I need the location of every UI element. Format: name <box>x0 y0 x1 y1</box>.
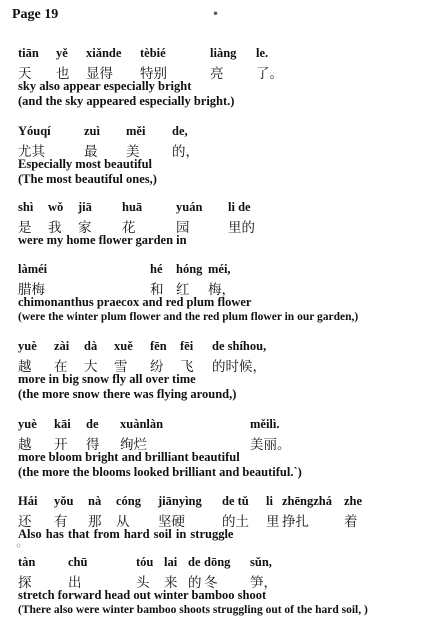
pinyin-word: tiān <box>18 46 39 60</box>
pinyin-word: yǒu <box>54 494 74 508</box>
stanza <box>18 494 423 542</box>
pinyin-word: yuè <box>18 417 37 431</box>
hanzi-word: 的土 <box>222 514 249 530</box>
pinyin-word: xuànlàn <box>120 417 164 431</box>
hanzi-word: 得 <box>86 437 100 453</box>
pinyin-word: de, <box>172 124 188 138</box>
hanzi-word: 飞 <box>180 359 194 375</box>
pinyin-word: tàn <box>18 555 36 569</box>
pinyin-word: tóu <box>136 555 154 569</box>
pinyin-word: zài <box>54 339 70 353</box>
pinyin-row <box>18 417 423 433</box>
english-gloss: were my home flower garden in <box>18 233 187 247</box>
pinyin-word: jiānyìng <box>158 494 202 508</box>
pinyin-word: Hái <box>18 494 38 508</box>
hanzi-row <box>18 216 423 236</box>
pinyin-word: nà <box>88 494 102 508</box>
hanzi-word: 还 <box>18 514 32 530</box>
hanzi-word: 了。 <box>256 66 283 82</box>
hanzi-word: 和 <box>150 282 164 298</box>
hanzi-word: 那 <box>88 514 102 530</box>
pinyin-word: méi, <box>208 262 231 276</box>
pinyin-word: làméi <box>18 262 48 276</box>
pinyin-word: xuě <box>114 339 133 353</box>
hanzi-word: 雪 <box>114 359 128 375</box>
pinyin-word: dōng <box>204 555 231 569</box>
hanzi-word: 家 <box>78 220 92 236</box>
hanzi-row <box>18 62 423 82</box>
hanzi-word: 腊梅 <box>18 282 45 298</box>
hanzi-word: 冬 <box>204 575 218 591</box>
hanzi-row <box>18 278 423 298</box>
hanzi-word: 是 <box>18 220 32 236</box>
hanzi-word: 里的 <box>228 220 255 236</box>
hanzi-word: 挣扎 <box>282 514 309 530</box>
pinyin-row <box>18 339 423 355</box>
english-translation: (the more the blooms looked brilliant and beautiful.`) <box>18 465 302 479</box>
hanzi-word: 尤其 <box>18 144 45 160</box>
pinyin-word: fēn <box>150 339 167 353</box>
stanza <box>18 200 423 248</box>
hanzi-word: 花 <box>122 220 136 236</box>
hanzi-word: 我 <box>48 220 62 236</box>
pinyin-word: yuè <box>18 339 37 353</box>
pinyin-word: xiǎnde <box>86 46 122 60</box>
stanza <box>18 46 423 109</box>
pinyin-word: huā <box>122 200 143 214</box>
pinyin-word: yě <box>56 46 68 60</box>
hanzi-row <box>18 433 423 453</box>
pinyin-word: li <box>266 494 273 508</box>
pinyin-word: měi <box>126 124 146 138</box>
hanzi-word: 亮 <box>210 66 224 82</box>
pinyin-word: chū <box>68 555 88 569</box>
hanzi-row <box>18 510 423 530</box>
pinyin-word: de shíhou, <box>212 339 267 353</box>
hanzi-word: 开 <box>54 437 68 453</box>
hanzi-row <box>18 140 423 160</box>
hanzi-word: 来 <box>164 575 178 591</box>
pinyin-word: sǔn, <box>250 555 272 569</box>
pinyin-word: liàng <box>210 46 237 60</box>
hanzi-word: 的， <box>172 144 199 160</box>
english-translation: (and the sky appeared especially bright.) <box>18 94 235 108</box>
english-translation: (There also were winter bamboo shoots struggling out of the hard soil, ) <box>18 604 368 616</box>
pinyin-word: kāi <box>54 417 71 431</box>
stanza <box>18 339 423 402</box>
pinyin-word: měilì. <box>250 417 280 431</box>
hanzi-row <box>18 355 423 375</box>
hanzi-word: 在 <box>54 359 68 375</box>
english-gloss: Also has that from hard soil in struggle <box>18 527 234 541</box>
english-gloss: chimonanthus praecox and red plum flower <box>18 295 252 309</box>
hanzi-word: 笋， <box>250 575 277 591</box>
pinyin-row <box>18 46 423 62</box>
pinyin-word: de <box>86 417 99 431</box>
hanzi-word: 的时候， <box>212 359 266 375</box>
pinyin-word: hé <box>150 262 163 276</box>
pinyin-word: wǒ <box>48 200 64 214</box>
hanzi-word: 绚烂 <box>120 437 147 453</box>
pinyin-word: le. <box>256 46 269 60</box>
pinyin-word: zuì <box>84 124 100 138</box>
pinyin-word: tèbié <box>140 46 166 60</box>
english-translation: (the more snow there was flying around,) <box>18 387 237 401</box>
pinyin-word: de tǔ <box>222 494 249 508</box>
pinyin-row <box>18 200 423 216</box>
page-title: Page 19 <box>12 7 59 22</box>
hanzi-word: 特别 <box>140 66 167 82</box>
pinyin-word: zhēngzhá <box>282 494 332 508</box>
hanzi-word: 越 <box>18 359 32 375</box>
hanzi-word: 从 <box>116 514 130 530</box>
pinyin-row <box>18 494 423 510</box>
hanzi-row <box>18 571 423 591</box>
english-gloss: more in big snow fly all over time <box>18 372 196 386</box>
hanzi-word: 显得 <box>86 66 113 82</box>
hanzi-word: 里 <box>266 514 280 530</box>
english-translation: (were the winter plum flower and the red plum flower in our garden,) <box>18 311 359 323</box>
pinyin-row <box>18 555 423 571</box>
hanzi-word: 的 <box>188 575 202 591</box>
hanzi-word: 越 <box>18 437 32 453</box>
hanzi-word: 梅， <box>208 282 235 298</box>
hanzi-word: 红 <box>176 282 190 298</box>
hanzi-word: 有 <box>54 514 68 530</box>
english-gloss: stretch forward head out winter bamboo shoot <box>18 588 267 602</box>
hanzi-word: 美丽。 <box>250 437 291 453</box>
pinyin-row <box>18 124 423 140</box>
pinyin-word: shì <box>18 200 34 214</box>
hanzi-word: 大 <box>84 359 98 375</box>
stanza <box>18 124 423 187</box>
english-gloss: more bloom bright and brilliant beautiful <box>18 450 240 464</box>
pinyin-word: lai <box>164 555 178 569</box>
pinyin-word: Yóuqí <box>18 124 51 138</box>
pinyin-word: dà <box>84 339 98 353</box>
dot-mark: • <box>212 7 220 21</box>
pinyin-word: jiā <box>78 200 92 214</box>
pinyin-word: hóng <box>176 262 203 276</box>
small-mark: ◦ <box>15 539 23 553</box>
hanzi-word: 探 <box>18 575 32 591</box>
english-gloss: Especially most beautiful <box>18 157 153 171</box>
english-translation: (The most beautiful ones,) <box>18 172 157 186</box>
hanzi-word: 也 <box>56 66 70 82</box>
hanzi-word: 最 <box>84 144 98 160</box>
hanzi-word: 美 <box>126 144 140 160</box>
pinyin-word: de <box>188 555 201 569</box>
hanzi-word: 天 <box>18 66 32 82</box>
pinyin-word: cóng <box>116 494 141 508</box>
stanza <box>18 555 423 618</box>
pinyin-row <box>18 262 423 278</box>
stanza <box>18 417 423 480</box>
hanzi-word: 坚硬 <box>158 514 185 530</box>
pinyin-word: fēi <box>180 339 194 353</box>
english-gloss: sky also appear especially bright <box>18 79 192 93</box>
hanzi-word: 头 <box>136 575 150 591</box>
pinyin-word: li de <box>228 200 251 214</box>
hanzi-word: 园 <box>176 220 190 236</box>
hanzi-word: 纷 <box>150 359 164 375</box>
stanza <box>18 262 423 325</box>
pinyin-word: yuán <box>176 200 203 214</box>
hanzi-word: 着 <box>344 514 358 530</box>
pinyin-word: zhe <box>344 494 363 508</box>
hanzi-word: 出 <box>68 575 82 591</box>
